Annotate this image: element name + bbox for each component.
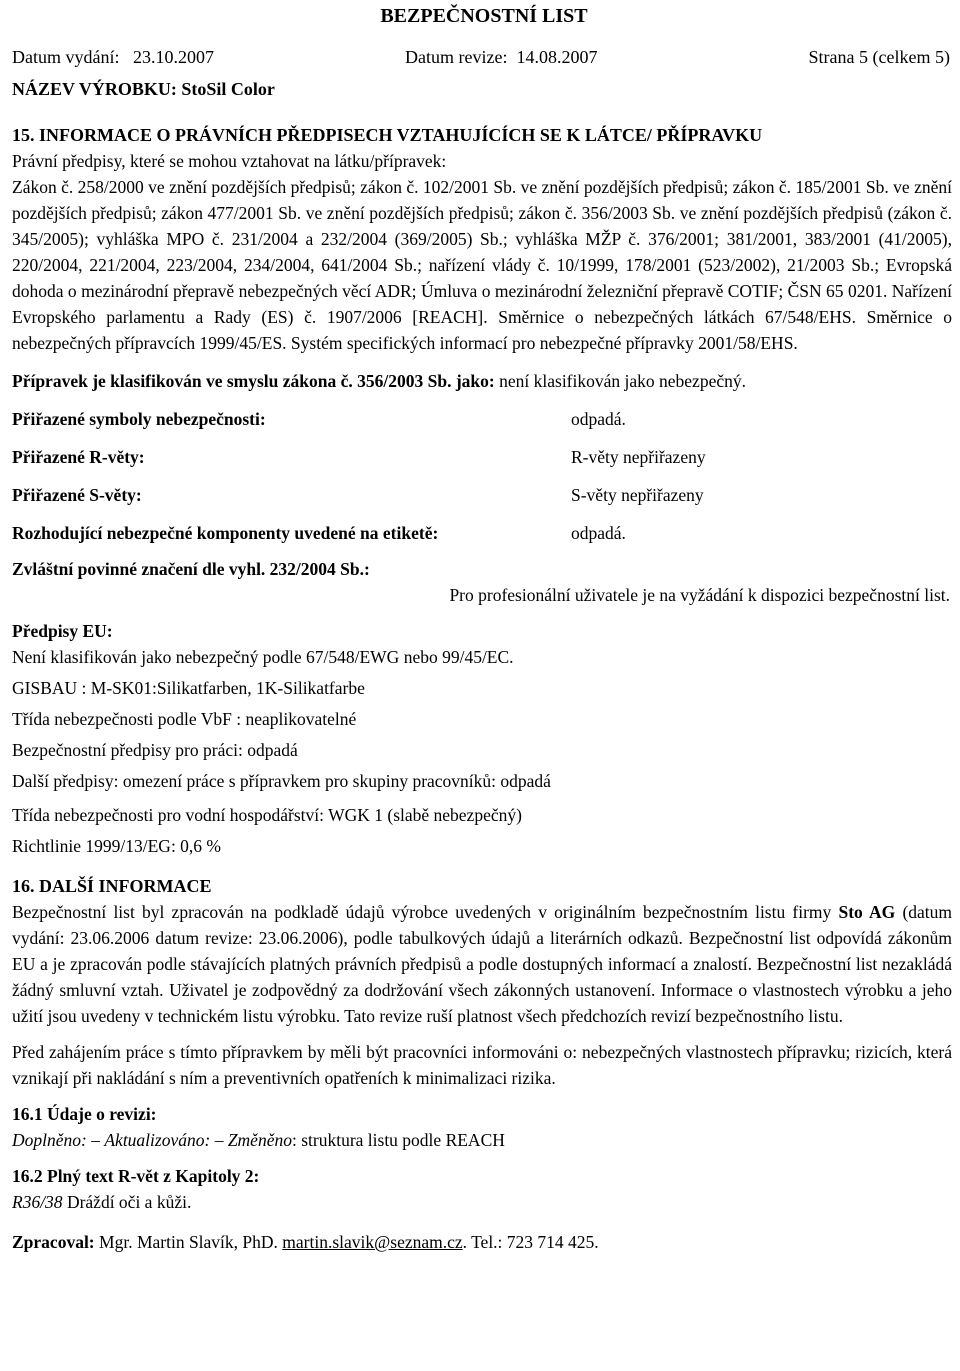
pair-label: Přiřazené S-věty: <box>12 485 142 505</box>
company-name: Sto AG <box>838 902 896 922</box>
special-marking-label: Zvláštní povinné značení dle vyhl. 232/2004 Sb.: <box>12 559 370 579</box>
document-title: BEZPEČNOSTNÍ LIST <box>380 5 588 27</box>
pair-label: Rozhodující nebezpečné komponenty uvedené na etiketě: <box>12 523 439 543</box>
s-phrases-row <box>12 482 956 508</box>
eu-line: Richtlinie 1999/13/EG: 0,6 % <box>12 836 222 856</box>
hazard-pairs <box>12 406 956 546</box>
author-label: Zpracoval: <box>12 1232 95 1252</box>
revision-info-title: 16.1 Údaje o revizi: <box>12 1104 157 1124</box>
rev-added: Doplněno: – <box>12 1130 100 1150</box>
product-name: NÁZEV VÝROBKU: StoSil Color <box>12 79 275 99</box>
rev-changed: Změněno <box>227 1130 292 1150</box>
author-email-link[interactable]: martin.slavik@seznam.cz <box>282 1232 463 1252</box>
classification-value: není klasifikován jako nebezpečný. <box>494 371 746 391</box>
p1-text-b: (datum vydání: 23.06.2006 datum revize: 23.06.2006), podle tabulkových údajů a literárních odkazů. Bezpečnostní list odpovídá zákonům EU a je zpracován podle stávajících platných právních předpisů a podle dostupných informací a znalostí. Bezpečnostní list nezakládá žádný smluvní vztah. Uživatel je zodpovědný za dodržování všech zákonných ustanovení. Informace o vlastnostech výrobku a jeho užití jsou uvedeny v technickém listu výrobku. Tato revize ruší platnost všech předchozích revizí bezpečnostního listu. <box>12 902 953 1026</box>
rev-updated: Aktualizováno: <box>104 1130 211 1150</box>
r-phrases-title: 16.2 Plný text R-vět z Kapitoly 2: <box>12 1166 260 1186</box>
eu-line: Třída nebezpečnosti pro vodní hospodářství: WGK 1 (slabě nebezpečný) <box>12 805 522 825</box>
pair-value: S-věty nepřiřazeny <box>571 485 704 505</box>
section-15-intro: Právní předpisy, které se mohou vztahovat na látku/přípravek: <box>12 151 447 171</box>
eu-line: GISBAU : M-SK01:Silikatfarben, 1K-Silikatfarbe <box>12 678 365 698</box>
special-marking-value: Pro profesionální uživatele je na vyžádání k dispozici bezpečnostní list. <box>449 585 950 605</box>
eu-line: Není klasifikován jako nebezpečný podle 67/548/EWG nebo 99/45/EC. <box>12 647 514 667</box>
eu-regulations-label: Předpisy EU: <box>12 621 113 641</box>
p1-text-a: Bezpečnostní list byl zpracován na podkladě údajů výrobce uvedených v originálním bezpečnostním listu firmy <box>12 902 832 922</box>
hazard-components-row <box>12 520 956 546</box>
pair-value: odpadá. <box>571 409 626 429</box>
hazard-symbols-row <box>12 406 956 432</box>
author-phone: . Tel.: 723 714 425. <box>462 1232 599 1252</box>
pair-label: Přiřazené symboly nebezpečnosti: <box>12 409 266 429</box>
section-16-paragraph-2: Před zahájením práce s tímto přípravkem by měli být pracovníci informováni o: nebezpečných vlastnostech přípravku; rizicích, která vznikají při nakládání s ním a preventivních opatřeních k minimalizaci rizika. <box>12 1042 952 1088</box>
eu-line: Třída nebezpečnosti podle VbF : neaplikovatelné <box>12 709 357 729</box>
section-15-title: 15. INFORMACE O PRÁVNÍCH PŘEDPISECH VZTAHUJÍCÍCH SE K LÁTCE/ PŘÍPRAVKU <box>12 125 763 145</box>
pair-value: R-věty nepřiřazeny <box>571 447 706 467</box>
r-code: R36/38 <box>12 1192 63 1212</box>
r-phrase-line <box>12 1189 956 1215</box>
issue-date: Datum vydání: 23.10.2007 <box>12 47 214 67</box>
classification-label: Přípravek je klasifikován ve smyslu zákona č. 356/2003 Sb. jako: <box>12 371 495 391</box>
eu-line: Další předpisy: omezení práce s přípravkem pro skupiny pracovníků: odpadá <box>12 771 551 791</box>
revision-info-line: Doplněno: – Aktualizováno: – Změněno: struktura listu podle REACH <box>12 1130 505 1150</box>
author-name: Mgr. Martin Slavík, PhD. <box>94 1232 283 1252</box>
revision-date: Datum revize: 14.08.2007 <box>405 47 598 67</box>
section-16-title: 16. DALŠÍ INFORMACE <box>12 876 212 896</box>
pair-value: odpadá. <box>571 523 626 543</box>
r-phrases-row <box>12 444 956 470</box>
header-meta <box>12 44 956 70</box>
rev-changed-text: : struktura listu podle REACH <box>291 1130 505 1150</box>
author-line <box>12 1229 956 1255</box>
classification-line <box>12 368 956 394</box>
laws-paragraph: Zákon č. 258/2000 ve znění pozdějších předpisů; zákon č. 102/2001 Sb. ve znění pozdějších předpisů; zákon č. 185/2001 Sb. ve znění pozdějších předpisů; zákon 477/2001 Sb. ve znění pozdějších předpisů; zákon č. 356/2003 Sb. ve znění pozdějších předpisů (zákon č. 345/2005); vyhláška MPO č. 231/2004 a 232/2004 (369/2005) Sb.; vyhláška MŽP č. 376/2001; 381/2001, 383/2001 (41/2005), 220/2004, 221/2004, 223/2004, 234/2004, 641/2004 Sb.; nařízení vlády č. 10/1999, 178/2001 (523/2002), 21/2003 Sb.; Evropská dohoda o mezinárodní přepravě nebezpečných věcí ADR; Úmluva o mezinárodní železniční přepravě COTIF; ČSN 65 0201. Nařízení Evropského parlamentu a Rady (ES) č. 1907/2006 [REACH]. Směrnice o nebezpečných látkách 67/548/EHS. Směrnice o nebezpečných přípravcích 1999/45/ES. Systém specifických informací pro nebezpečné přípravky 2001/58/EHS. <box>12 177 952 353</box>
section-16-paragraph-1 <box>12 899 956 1029</box>
pair-label: Přiřazené R-věty: <box>12 447 145 467</box>
eu-line: Bezpečnostní předpisy pro práci: odpadá <box>12 740 298 760</box>
page-number: Strana 5 (celkem 5) <box>808 47 950 67</box>
r-text: Dráždí oči a kůži. <box>62 1192 192 1212</box>
document-page <box>4 0 956 1255</box>
